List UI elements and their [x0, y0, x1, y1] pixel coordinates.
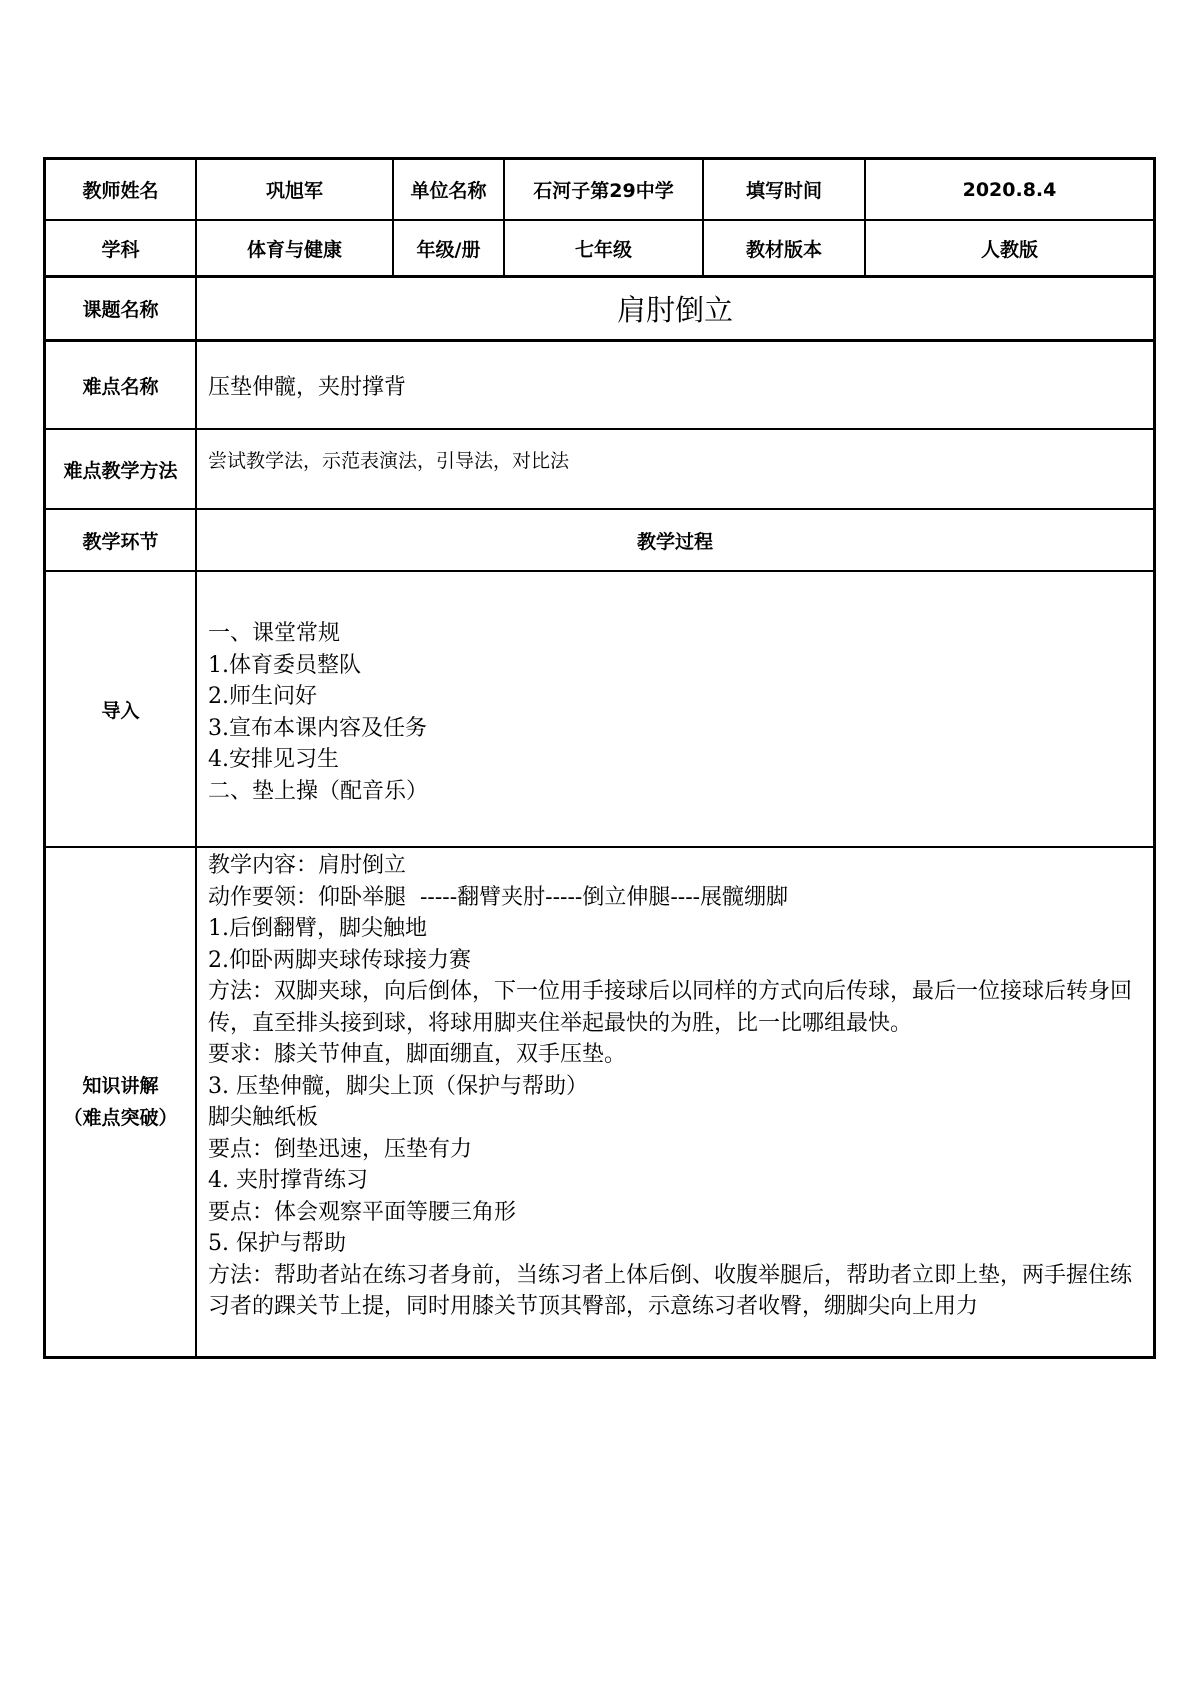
intro-line: 3.宣布本课内容及任务 — [208, 715, 427, 741]
difficulty-label: 难点名称 — [46, 342, 197, 428]
knowledge-row — [46, 848, 1153, 1356]
method-label: 难点教学方法 — [46, 430, 197, 508]
intro-line: 1.体育委员整队 — [208, 652, 361, 678]
difficulty-value: 压垫伸髋，夹肘撑背 — [208, 374, 407, 400]
knowledge-line: 脚尖触纸板 — [208, 1105, 319, 1130]
info-row-1 — [46, 160, 1153, 221]
subject-value: 体育与健康 — [197, 221, 394, 275]
unit-value: 石河子第29中学 — [505, 160, 704, 219]
teacher-value: 巩旭军 — [197, 160, 394, 219]
intro-lines — [208, 572, 428, 807]
knowledge-line: 1.后倒翻臂，脚尖触地 — [208, 916, 427, 941]
knowledge-line: 5. 保护与帮助 — [208, 1231, 346, 1256]
knowledge-line: 方法：帮助者站在练习者身前，当练习者上体后倒、收腹举腿后，帮助者立即上垫，两手握住练习者的踝关节上提，同时用膝关节顶其臀部，示意练习者收臀，绷脚尖向上用力 — [208, 1262, 1133, 1319]
knowledge-line: 2.仰卧两脚夹球传球接力赛 — [208, 947, 471, 973]
knowledge-label-line2: （难点突破） — [63, 1107, 178, 1129]
topic-row — [46, 277, 1153, 342]
method-row — [46, 430, 1153, 510]
knowledge-line: 方法：双脚夹球，向后倒体，下一位用手接球后以同样的方式向后传球，最后一位接球后转身回传，直至排头接到球，将球用脚夹住举起最快的为胜，比一比哪组最快。 — [208, 979, 1133, 1036]
knowledge-content — [197, 848, 1153, 1356]
intro-content — [197, 572, 1153, 846]
grade-value: 七年级 — [505, 221, 704, 275]
method-value: 尝试教学法，示范表演法，引导法，对比法 — [208, 450, 570, 472]
intro-row — [46, 572, 1153, 848]
lesson-plan-table — [43, 157, 1156, 1359]
knowledge-line: 3. 压垫伸髋，脚尖上顶（保护与帮助） — [208, 1073, 588, 1099]
edition-label: 教材版本 — [704, 221, 866, 275]
edition-value: 人教版 — [980, 238, 1038, 261]
intro-label: 导入 — [46, 572, 197, 846]
process-label: 教学过程 — [636, 530, 713, 553]
knowledge-line: 要点：体会观察平面等腰三角形 — [208, 1199, 517, 1225]
knowledge-label-line1: 知识讲解 — [82, 1075, 159, 1097]
stage-label: 教学环节 — [46, 510, 197, 570]
knowledge-label — [46, 848, 197, 1356]
topic-label: 课题名称 — [46, 278, 197, 339]
info-row-2 — [46, 221, 1153, 277]
intro-line: 2.师生问好 — [208, 684, 317, 709]
topic-title: 肩肘倒立 — [616, 293, 733, 327]
knowledge-lines — [208, 848, 1145, 1323]
intro-line: 二、垫上操（配音乐） — [208, 778, 429, 804]
date-label: 填写时间 — [704, 160, 866, 219]
knowledge-line: 教学内容：肩肘倒立 — [208, 853, 407, 878]
date-value: 2020.8.4 — [962, 178, 1057, 201]
knowledge-line: 要点：倒垫迅速，压垫有力 — [208, 1136, 473, 1162]
grade-label: 年级/册 — [394, 221, 505, 275]
stage-header-row — [46, 510, 1153, 572]
difficulty-row — [46, 342, 1153, 430]
knowledge-line: 4. 夹肘撑背练习 — [208, 1168, 368, 1193]
knowledge-line: 动作要领：仰卧举腿 -----翻臂夹肘-----倒立伸腿----展髋绷脚 — [208, 884, 789, 910]
intro-line: 4.安排见习生 — [208, 747, 339, 772]
unit-label: 单位名称 — [394, 160, 505, 219]
intro-line: 一、课堂常规 — [208, 621, 341, 646]
teacher-label: 教师姓名 — [46, 160, 197, 219]
knowledge-line: 要求：膝关节伸直，脚面绷直，双手压垫。 — [208, 1042, 627, 1067]
subject-label: 学科 — [46, 221, 197, 275]
